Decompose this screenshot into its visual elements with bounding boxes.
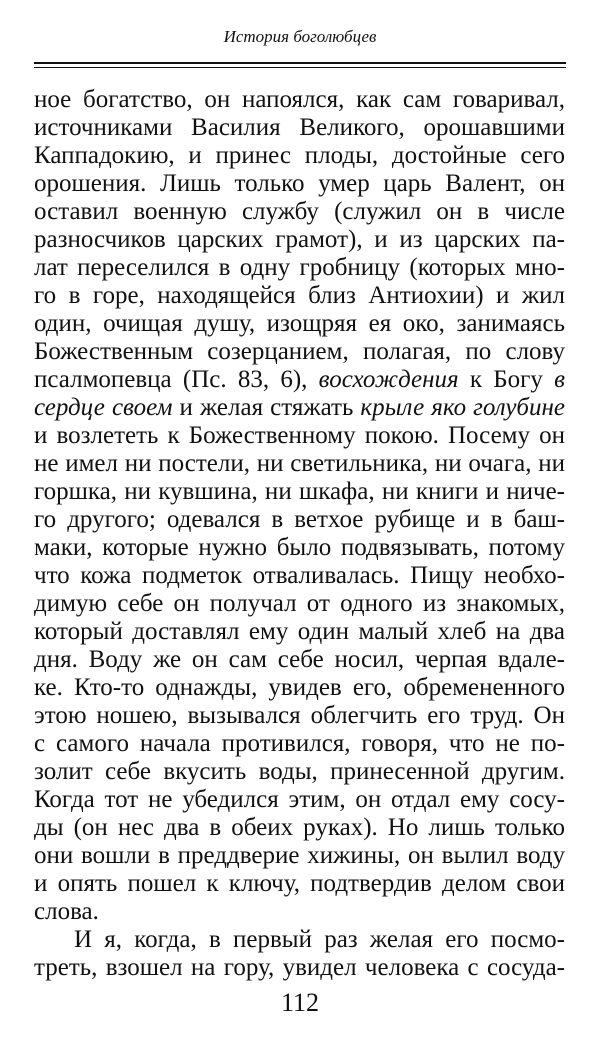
text-line — [34, 786, 565, 814]
text-line — [34, 506, 565, 534]
text-segment: и опять пошел к ключу, подтвердив делом свои — [34, 870, 565, 897]
text-segment: который доставлял ему один малый хлеб на два — [34, 618, 565, 645]
text-segment: го в горе, находящейся близ Антиохии) и жил — [34, 282, 565, 309]
text-segment: что кожа подметок отваливалась. Пищу необхо- — [34, 562, 565, 589]
text-segment: Каппадокию, и принес плоды, достойные сего — [34, 142, 565, 169]
text-segment: дня. Воду же он сам себе носил, черпая вдале- — [34, 646, 565, 673]
text-segment: Когда тот не убедился этим, он отдал ему сосу- — [34, 786, 565, 813]
text-segment: маки, которые нужно было подвязывать, потому — [34, 534, 565, 561]
italic-text: восхождения — [318, 366, 459, 393]
header-rule-thin — [34, 67, 566, 68]
text-line — [34, 758, 565, 786]
text-segment: лат переселился в одну гробницу (которых мно- — [34, 254, 565, 281]
text-line — [34, 534, 565, 562]
text-line — [34, 870, 565, 898]
text-line — [34, 646, 565, 674]
text-line — [34, 478, 565, 506]
body-text — [34, 86, 565, 982]
text-segment: И я, когда, в первый раз желая его посмо- — [74, 926, 565, 953]
text-segment: Божественным созерцанием, полагая, по слову — [34, 338, 565, 365]
text-line — [34, 338, 565, 366]
text-line — [34, 226, 565, 254]
text-line — [34, 618, 565, 646]
text-line — [34, 730, 565, 758]
text-line — [34, 562, 565, 590]
text-line — [34, 254, 565, 282]
running-title: История боголюбцев — [223, 27, 377, 46]
text-line — [34, 842, 565, 870]
text-line — [34, 198, 565, 226]
text-segment: источниками Василия Великого, орошавшими — [34, 114, 565, 141]
text-line — [34, 898, 565, 926]
text-segment: разносчиков царских грамот), и из царских па- — [34, 226, 565, 253]
text-segment: ды (он нес два в обеих руках). Но лишь только — [34, 814, 565, 841]
text-line — [34, 702, 565, 730]
text-line — [34, 926, 565, 954]
text-segment: оставил военную службу (служил он в числе — [34, 198, 565, 225]
text-line — [34, 366, 565, 394]
text-line — [34, 394, 565, 422]
text-line — [34, 170, 565, 198]
text-segment: треть, взошел на гору, увидел человека с сосуда- — [34, 954, 565, 981]
text-segment: слова. — [34, 898, 99, 925]
text-segment: димую себе он получал от одного из знакомых, — [34, 590, 565, 617]
italic-text: сердце своем — [34, 394, 173, 421]
header-rule-thick — [34, 62, 566, 64]
text-line — [34, 450, 565, 478]
text-segment: этою ношею, вызывался облегчить его труд. Он — [34, 702, 565, 729]
italic-text: крыле яко голубине — [360, 394, 565, 421]
text-line — [34, 814, 565, 842]
text-segment: ке. Кто-то однажды, увидев его, обремененного — [34, 674, 565, 701]
text-segment: го другого; одевался в ветхое рубище и в баш- — [34, 506, 565, 533]
text-line — [34, 590, 565, 618]
text-line — [34, 114, 565, 142]
text-segment: ное богатство, он напоялся, как сам говаривал, — [34, 86, 565, 113]
italic-text: в — [554, 366, 565, 393]
text-segment: золит себе вкусить воды, принесенной другим. — [34, 758, 565, 785]
text-segment: они вошли в преддверие хижины, он вылил воду — [34, 842, 565, 869]
text-segment: не имел ни постели, ни светильника, ни очага, ни — [34, 450, 565, 477]
text-segment: к Богу — [458, 366, 555, 393]
text-segment: псалмопевца (Пс. 83, 6), — [34, 366, 319, 393]
text-line — [34, 674, 565, 702]
text-segment: и возлететь к Божественному покою. Посему он — [34, 422, 565, 449]
text-line — [34, 954, 565, 982]
text-segment: один, очищая душу, изощряя ея око, занимаясь — [34, 310, 565, 337]
page-number: 112 — [280, 988, 320, 1017]
text-segment: с самого начала противился, говоря, что не по- — [34, 730, 565, 757]
text-line — [34, 422, 565, 450]
text-segment: орошения. Лишь только умер царь Валент, он — [34, 170, 565, 197]
text-line — [34, 310, 565, 338]
text-line — [34, 86, 565, 114]
text-line — [34, 282, 565, 310]
text-segment: и желая стяжать — [172, 394, 361, 421]
text-line — [34, 142, 565, 170]
text-segment: горшка, ни кувшина, ни шкафа, ни книги и ниче- — [34, 478, 565, 505]
